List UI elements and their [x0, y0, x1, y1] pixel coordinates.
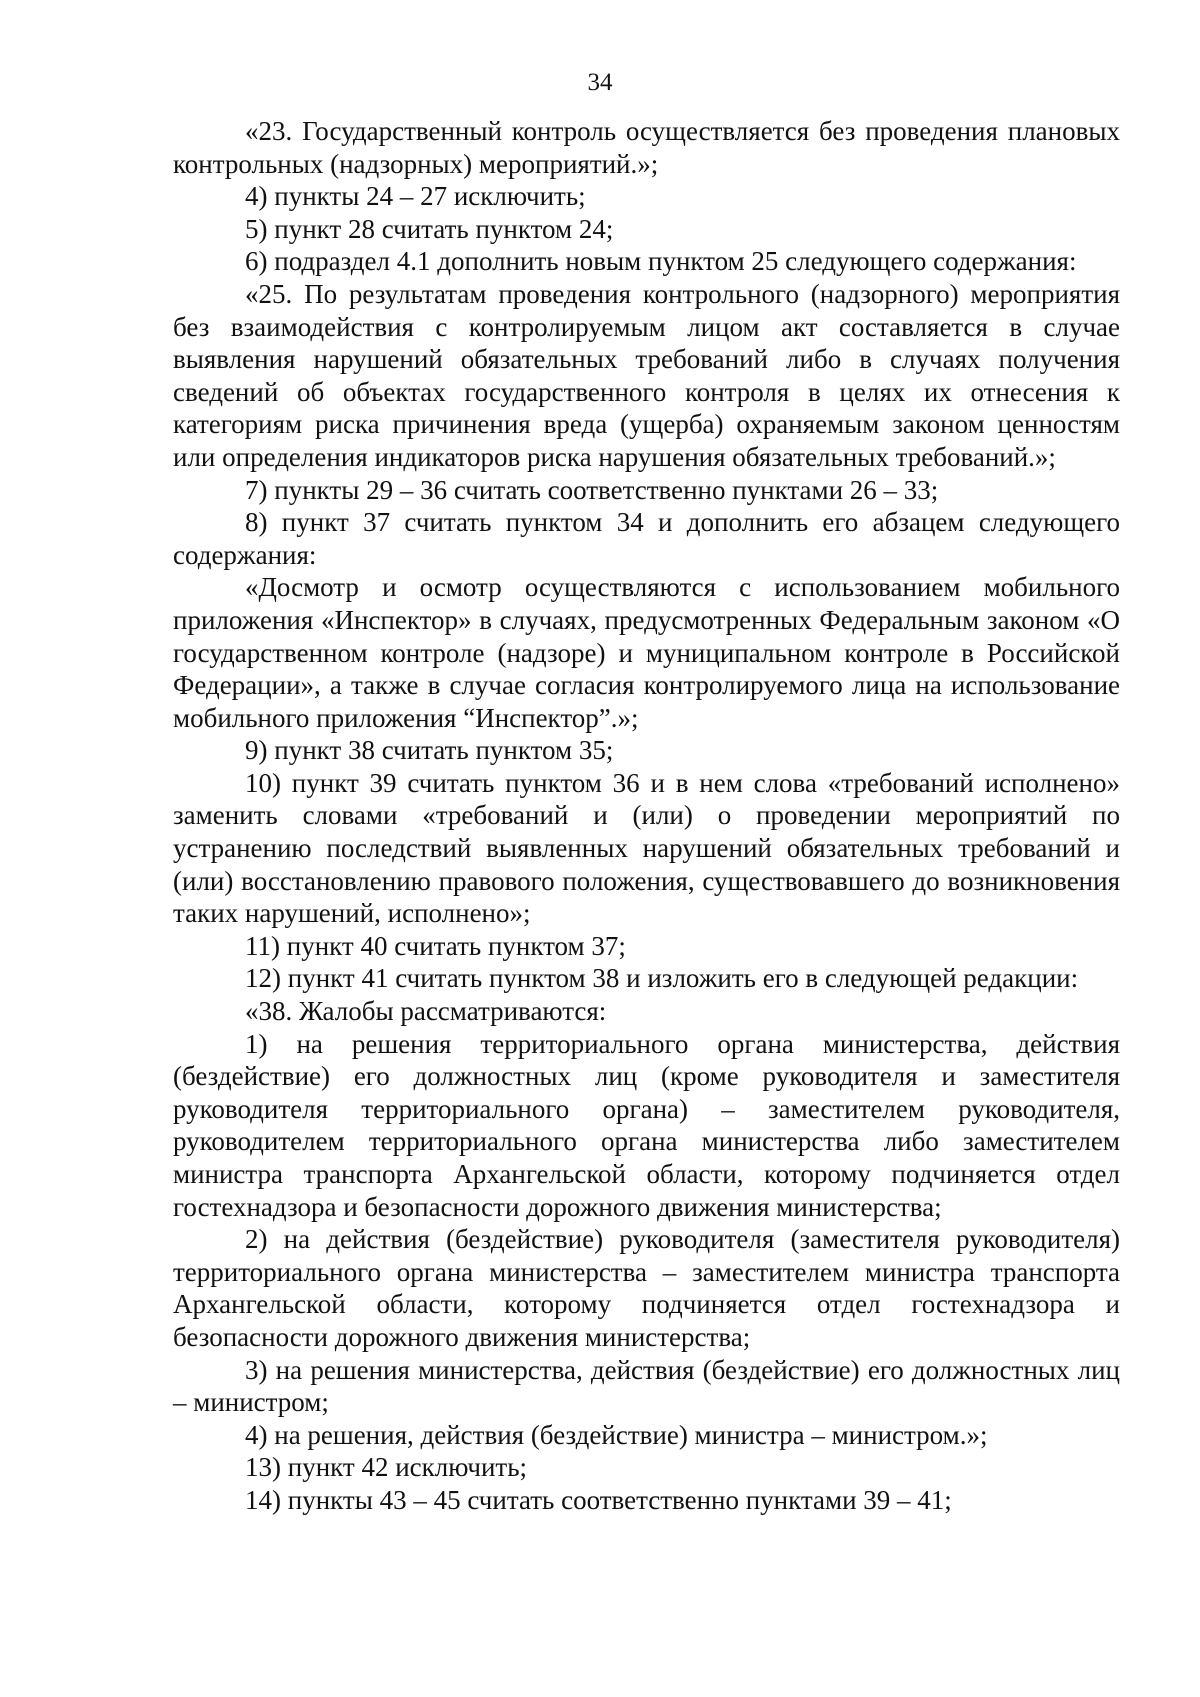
complaint-subitem-3: 3) на решения министерства, действия (бездействие) его должностных лиц – министром;	[173, 1354, 1120, 1418]
page-number: 34	[587, 69, 613, 96]
inspection-text: «Досмотр и осмотр осуществляются с использованием мобильного приложения «Инспектор» в случаях, предусмотренных Федеральным законом «О государственном контроле (надзоре) и муниципальном контроле в Российской Федерации», а также в случае согласия контролируемого лица на использование мобильного приложения “Инспектор”.»;	[173, 572, 1120, 733]
paragraph-38-heading: «38. Жалобы рассматриваются:	[245, 996, 607, 1027]
amendment-item-8: 8) пункт 37 считать пунктом 34 и дополнить его абзацем следующего содержания:	[173, 507, 1120, 570]
amendment-item-14: 14) пункты 43 – 45 считать соответственно пунктами 39 – 41;	[245, 1484, 952, 1515]
complaint-subitem-2: 2) на действия (бездействие) руководителя (заместителя руководителя) территориального органа министерства – заместителем министра транспорта Архангельской области, которому подчиняется отдел гостехнадзора и безопасности дорожного движения министерства;	[173, 1224, 1120, 1352]
paragraph-25-text: «25. По результатам проведения контрольного (надзорного) мероприятия без взаимодействия с контролируемым лицом акт составляется в случае выявления нарушений обязательных требований либо в случаях получения сведений об объектах государственного контроля в целях их отнесения к категориям риска причинения вреда (ущерба) охраняемым законом ценностям или определения индикаторов риска нарушения обязательных требований.»;	[173, 278, 1120, 472]
amendment-item-12: 12) пункт 41 считать пунктом 38 и изложить его в следующей редакции:	[245, 963, 1079, 994]
amendment-item-7: 7) пункты 29 – 36 считать соответственно пунктами 26 – 33;	[245, 474, 939, 505]
amendment-item-6: 6) подраздел 4.1 дополнить новым пунктом 25 следующего содержания:	[245, 246, 1077, 277]
amendment-item-5: 5) пункт 28 считать пунктом 24;	[245, 213, 614, 244]
amendment-item-10: 10) пункт 39 считать пунктом 36 и в нем слова «требований исполнено» заменить словами «требований и (или) о проведении мероприятий по устранению последствий выявленных нарушений обязательных требований и (или) восстановлению правового положения, существовавшего до возникновения таких нарушений, исполнено»;	[173, 767, 1120, 929]
amendment-item-4: 4) пункты 24 – 27 исключить;	[245, 181, 586, 212]
amendment-item-9: 9) пункт 38 считать пунктом 35;	[245, 735, 614, 766]
complaint-subitem-4: 4) на решения, действия (бездействие) министра – министром.»;	[245, 1419, 988, 1450]
paragraph-23-text: «23. Государственный контроль осуществляется без проведения плановых контрольных (надзорных) мероприятий.»;	[173, 116, 1120, 179]
amendment-item-13: 13) пункт 42 исключить;	[245, 1452, 528, 1483]
amendment-item-11: 11) пункт 40 считать пунктом 37;	[245, 930, 626, 961]
document-body	[173, 115, 1120, 1517]
complaint-subitem-1: 1) на решения территориального органа министерства, действия (бездействие) его должностных лиц (кроме руководителя и заместителя руководителя территориального органа) – заместителем руководителя, руководителем территориального органа министерства либо заместителем министра транспорта Архангельской области, которому подчиняется отдел гостехнадзора и безопасности дорожного движения министерства;	[173, 1028, 1120, 1222]
